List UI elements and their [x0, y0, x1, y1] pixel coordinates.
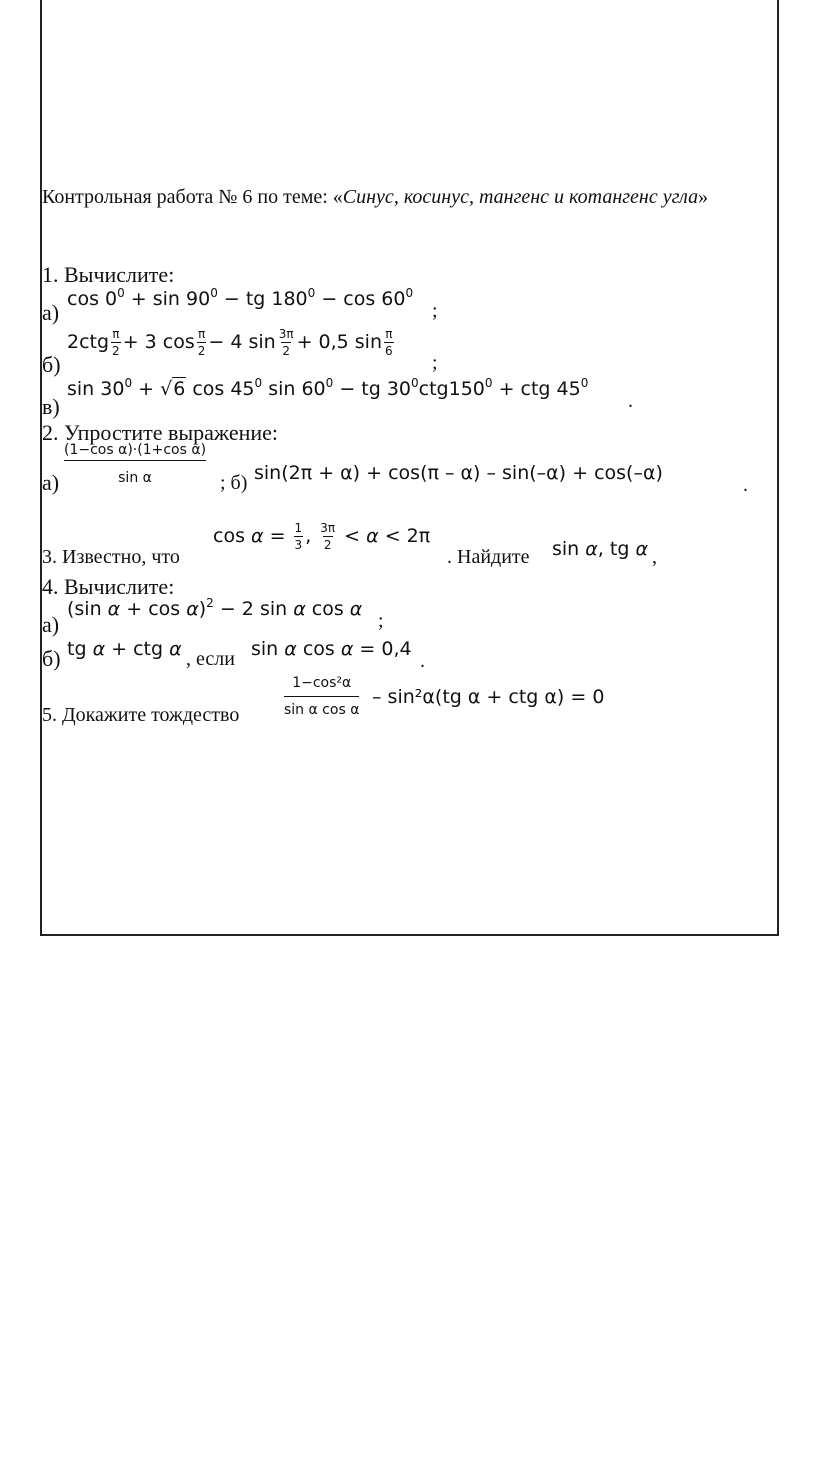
task2-heading: 2. Упростите выражение: [42, 420, 279, 445]
task4b-condition: sin α cos α = 0,4 [251, 638, 412, 660]
task1a-expression: $\cos 0^0 + \sin 90^0$ − tg $180^0 - \cos 60^0$ [67, 286, 414, 310]
task2-separator: ; б) [220, 472, 248, 494]
task4a-end: ; [378, 610, 384, 632]
task5-numerator: 1−cos²α [292, 675, 352, 691]
task2a-denominator: sin α [64, 460, 206, 485]
task5-fraction [284, 676, 359, 717]
task4b-word: , если [186, 648, 235, 670]
page-title [42, 186, 708, 209]
title-topic: Синус, косинус, тангенс и котангенс угла [342, 186, 699, 208]
task5-denominator: sin α cos α [284, 696, 359, 717]
task5-text: 5. Докажите тождество [42, 704, 240, 726]
task3-text: 3. Известно, что [42, 546, 180, 568]
task1v-expression: $\sin 30^0 + √6$ $\cos 45^0$ $\sin 60^0$ − tg $30^0ctg150^0$ + ctg $45^0$ [67, 376, 589, 400]
task2a-label: а) [42, 470, 60, 495]
task1a-label: а) [42, 300, 60, 325]
task3-condition: cos α = $\frac{1}{3}$ , $\frac{3\pi}{2}$ < α < 2π [213, 521, 431, 552]
title-suffix: » [698, 186, 709, 208]
task4a-label: а) [42, 612, 60, 637]
task3-end: , [652, 546, 657, 568]
task4b-expression: tg α + ctg α [67, 638, 182, 660]
task4b-label: б) [42, 646, 61, 671]
task2b-expression: sin(2π + α) + cos(π – α) – sin(–α) + cos(–α) [254, 462, 663, 484]
task2a-numerator: (1−cos α)·(1+cos α) [64, 442, 207, 458]
task5-identity: – sin²α(tg α + ctg α) = 0 [372, 686, 605, 708]
task1v-end: . [628, 390, 633, 412]
task2a-fraction [64, 443, 206, 485]
task2b-end: . [743, 474, 748, 496]
task1v-label: в) [42, 394, 60, 419]
task1b-label: б) [42, 352, 61, 377]
task4a-expression: (sin α + cos α)$^2$ − 2 sin α cos α [67, 596, 363, 620]
title-prefix: Контрольная работа № 6 по теме: « [42, 186, 343, 208]
task4b-end: . [420, 650, 425, 672]
task4-heading: 4. Вычислите: [42, 574, 175, 599]
task1b-end: ; [432, 352, 438, 374]
task1b-expression: 2ctg $\frac{\pi}{2}$ + 3 cos $\frac{\pi}{2}$ − 4 sin $\frac{3\pi}{2}$ + 0,5 sin $\frac{\pi}{6}$ [67, 327, 393, 358]
task3-find: . Найдите [447, 546, 530, 568]
task1-heading: 1. Вычислите: [42, 262, 175, 287]
task3-targets: sin α, tg α [552, 538, 648, 560]
task1a-end: ; [432, 300, 438, 322]
